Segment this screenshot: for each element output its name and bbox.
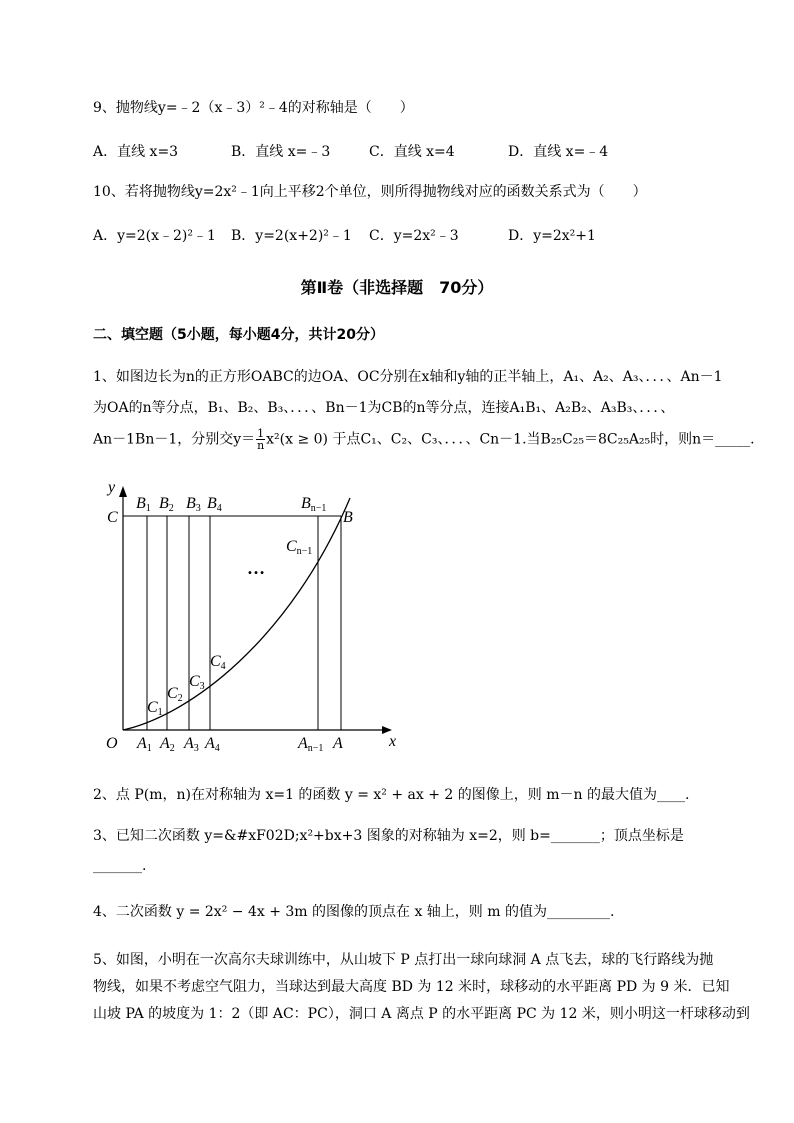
q2-text: 2、点 P(m，n)在对称轴为 x=1 的函数 y = x² + ax + 2 的图像上，则 m－n 的最大值为____. <box>93 787 690 803</box>
q9-option-d: D．直线 x=﹣4 <box>508 144 609 160</box>
q9-stem: 9、抛物线y=﹣2（x﹣3）²﹣4的对称轴是（ ） <box>93 100 414 116</box>
a4-label: A4 <box>205 735 220 754</box>
ellipsis: … <box>247 558 265 578</box>
c4-label: C4 <box>210 653 226 672</box>
q5-line1: 5、如图，小明在一次高尔夫球训练中，从山坡下 P 点打出一球向球洞 A 点飞去，球的飞行路线为抛 <box>93 952 714 968</box>
q10-option-a: A．y=2(x﹣2)²﹣1 <box>93 228 216 244</box>
b2-label: B2 <box>159 495 174 514</box>
q5-line3: 山坡 PA 的坡度为 1：2（即 AC：PC），洞口 A 离点 P 的水平距离 PC 为 12 米，则小明这一杆球移动到 <box>93 1006 750 1022</box>
b3-label: B3 <box>186 495 201 514</box>
q10-option-b: B．y=2(x+2)²﹣1 <box>231 228 352 244</box>
q10-stem: 10、若将抛物线y=2x²﹣1向上平移2个单位，则所得抛物线对应的函数关系式为（ ） <box>93 184 647 200</box>
q5-line2: 物线，如果不考虑空气阻力，当球达到最大高度 BD 为 12 米时，球移动的水平距离 PD 为 9 米．已知 <box>93 979 730 995</box>
point-b-label: B <box>343 509 353 526</box>
point-c-label: C <box>107 509 118 526</box>
q4-text: 4、二次函数 y = 2x² − 4x + 3m 的图像的顶点在 x 轴上，则 m 的值为_________. <box>93 904 615 920</box>
fraction-numerator: 1 <box>257 427 265 440</box>
q9-option-c: C．直线 x=4 <box>369 144 455 160</box>
a3-label: A3 <box>184 735 199 754</box>
q3-line2: _______. <box>93 858 147 874</box>
y-axis-arrow <box>119 486 127 497</box>
cn-1-label: Cn−1 <box>286 538 313 557</box>
c1-label: C1 <box>147 699 163 718</box>
fraction-denominator: n <box>257 439 265 452</box>
q3-line1: 3、已知二次函数 y=&#xF02D;x²+bx+3 图象的对称轴为 x=2，则 b=_______；顶点坐标是 <box>93 828 684 844</box>
x-axis-label: x <box>389 733 397 750</box>
a2-label: A2 <box>160 735 175 754</box>
an-1-label: An−1 <box>298 735 324 754</box>
bn-1-label: Bn−1 <box>301 495 327 514</box>
y-axis-label: y <box>108 479 116 496</box>
q9-option-a: A．直线 x=3 <box>93 144 179 160</box>
b4-label: B4 <box>207 495 222 514</box>
q1-line2: 为OA的n等分点，B₁、B₂、B₃、．．．、Bn－1为CB的n等分点，连接A₁B₁、A₂B₂、A₃B₃、．．．、 <box>93 400 675 416</box>
q1-line3-post: x²(x ≥ 0) 于点C₁、C₂、C₃、．．．、Cn－1.当B₂₅C₂₅＝8C₂₅A₂₅时，则n＝_____. <box>266 431 755 448</box>
origin-label: O <box>106 735 118 752</box>
point-a-label: A <box>333 735 343 752</box>
part2-title: 第Ⅱ卷（非选择题 70分） <box>300 278 494 297</box>
q1-line1: 1、如图边长为n的正方形OABC的边OA、OC分别在x轴和y轴的正半轴上，A₁、A₂、A₃、．．．、An－1 <box>93 369 723 385</box>
q9-option-b: B．直线 x=﹣3 <box>231 144 331 160</box>
parabola-curve <box>123 498 350 730</box>
q10-option-d: D．y=2x²+1 <box>508 228 596 244</box>
b1-label: B1 <box>136 495 151 514</box>
c3-label: C3 <box>189 673 205 692</box>
q1-line3-pre: An－1Bn－1，分别交y＝ <box>93 431 256 448</box>
c2-label: C2 <box>167 685 183 704</box>
q10-option-c: C．y=2x²﹣3 <box>369 228 459 244</box>
a1-label: A1 <box>137 735 152 754</box>
section-title: 二、填空题（5小题，每小题4分，共计20分） <box>93 327 384 343</box>
